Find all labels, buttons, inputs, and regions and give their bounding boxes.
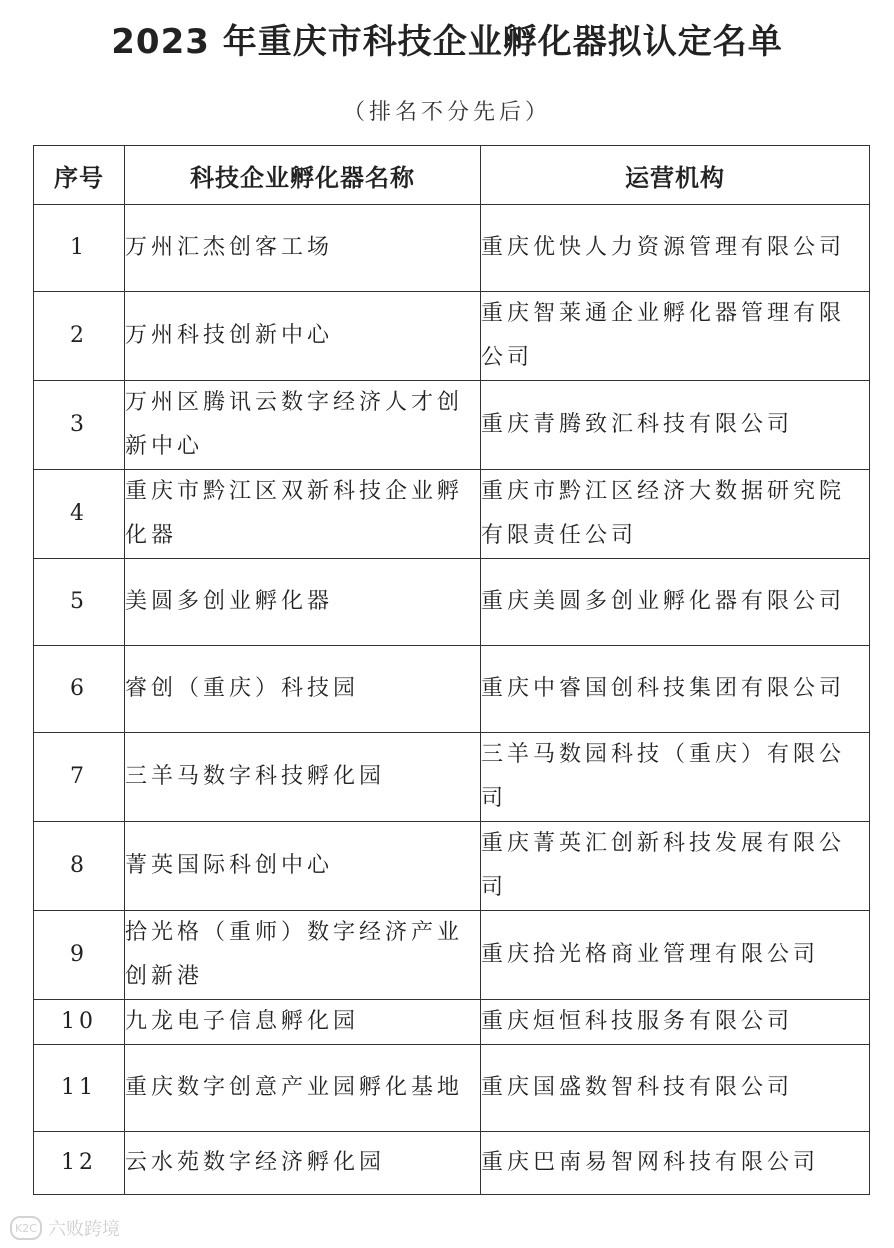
incubator-name: 重庆市黔江区双新科技企业孵化器 (125, 470, 481, 559)
document-title: 2023 年重庆市科技企业孵化器拟认定名单 (111, 22, 783, 62)
table-header-row (34, 146, 870, 205)
table-row (34, 1132, 870, 1195)
incubator-name: 万州汇杰创客工场 (125, 205, 481, 292)
row-number: 9 (34, 911, 125, 1000)
incubator-name: 美圆多创业孵化器 (125, 559, 481, 646)
incubator-name: 九龙电子信息孵化园 (125, 1000, 481, 1045)
incubator-name: 万州区腾讯云数字经济人才创新中心 (125, 381, 481, 470)
operator-name: 重庆智莱通企业孵化器管理有限公司 (481, 292, 870, 381)
row-number: 11 (34, 1045, 125, 1132)
incubator-name: 重庆数字创意产业园孵化基地 (125, 1045, 481, 1132)
operator-name: 重庆市黔江区经济大数据研究院有限责任公司 (481, 470, 870, 559)
table-row (34, 205, 870, 292)
operator-name: 重庆巴南易智网科技有限公司 (481, 1132, 870, 1195)
operator-name: 重庆菁英汇创新科技发展有限公司 (481, 822, 870, 911)
header-serial: 序号 (34, 146, 125, 205)
operator-name: 重庆国盛数智科技有限公司 (481, 1045, 870, 1132)
row-number: 4 (34, 470, 125, 559)
incubator-name: 睿创（重庆）科技园 (125, 646, 481, 733)
row-number: 12 (34, 1132, 125, 1195)
table-row (34, 911, 870, 1000)
incubator-name: 云水苑数字经济孵化园 (125, 1132, 481, 1195)
operator-name: 重庆美圆多创业孵化器有限公司 (481, 559, 870, 646)
table-row (34, 1045, 870, 1132)
row-number: 6 (34, 646, 125, 733)
operator-name: 重庆青腾致汇科技有限公司 (481, 381, 870, 470)
header-incubator-name: 科技企业孵化器名称 (125, 146, 481, 205)
table-row (34, 381, 870, 470)
table-row (34, 733, 870, 822)
watermark-text: 六败跨境 (48, 1219, 120, 1240)
row-number: 8 (34, 822, 125, 911)
row-number: 5 (34, 559, 125, 646)
operator-name: 重庆拾光格商业管理有限公司 (481, 911, 870, 1000)
operator-name: 重庆烜恒科技服务有限公司 (481, 1000, 870, 1045)
watermark-logo-icon: K2C (10, 1216, 42, 1240)
row-number: 3 (34, 381, 125, 470)
watermark (10, 1216, 120, 1240)
incubator-name: 菁英国际科创中心 (125, 822, 481, 911)
incubator-name: 万州科技创新中心 (125, 292, 481, 381)
row-number: 10 (34, 1000, 125, 1045)
row-number: 2 (34, 292, 125, 381)
incubator-name: 三羊马数字科技孵化园 (125, 733, 481, 822)
operator-name: 重庆优快人力资源管理有限公司 (481, 205, 870, 292)
table-row (34, 470, 870, 559)
table-row (34, 646, 870, 733)
operator-name: 重庆中睿国创科技集团有限公司 (481, 646, 870, 733)
document-subtitle: （排名不分先后） (342, 100, 551, 125)
row-number: 1 (34, 205, 125, 292)
table-row (34, 822, 870, 911)
incubator-name: 拾光格（重师）数字经济产业创新港 (125, 911, 481, 1000)
table-row (34, 559, 870, 646)
operator-name: 三羊马数园科技（重庆）有限公司 (481, 733, 870, 822)
table-row (34, 1000, 870, 1045)
row-number: 7 (34, 733, 125, 822)
incubator-table (33, 145, 870, 1195)
table-row (34, 292, 870, 381)
header-operator: 运营机构 (481, 146, 870, 205)
